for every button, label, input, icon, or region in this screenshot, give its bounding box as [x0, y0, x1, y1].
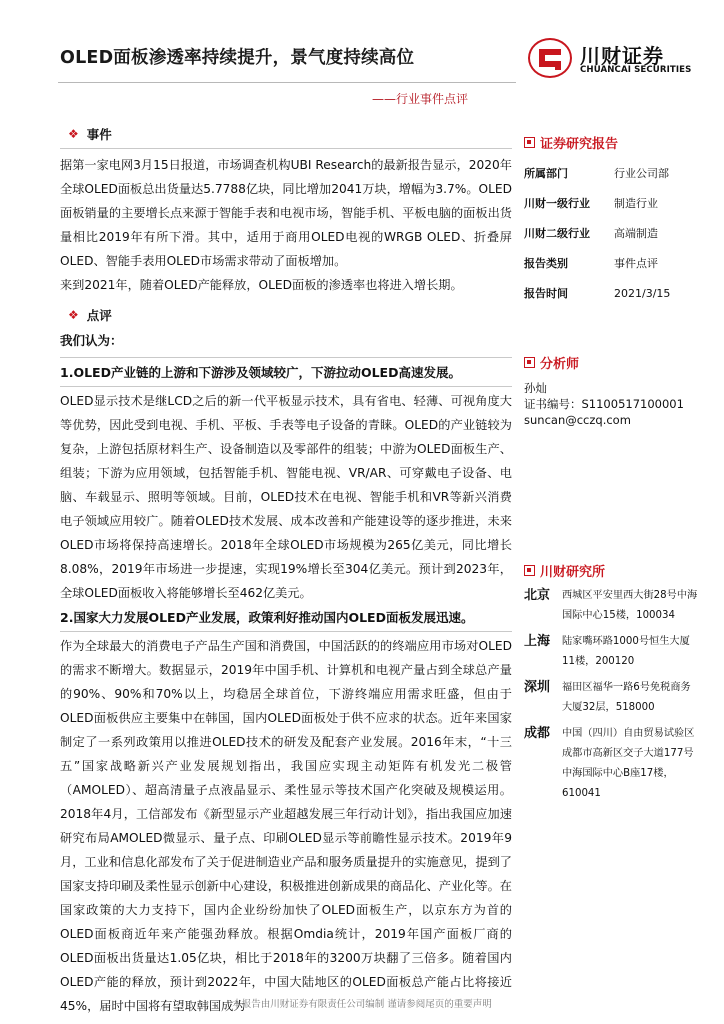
info-value: 制造行业 — [614, 197, 658, 210]
info-row — [524, 158, 700, 188]
report-subtitle: ——行业事件点评 — [372, 92, 469, 106]
event-paragraph-1: 据第一家电网3月15日报道，市场调查机构UBI Research的最新报告显示，2020年全球OLED面板总出货量达5.7788亿块，同比增加2041万块，增幅为3.7%。OLED面板销量的主要增长点来源于智能手表和电视市场，智能手机、平板电脑的面板出货量相比2019年有所下滑。其中，适用于商用OLED电视的WRGB OLED、折叠屏OLED、智能手表用OLED市场需求带动了面板增加。 — [60, 158, 512, 268]
info-value: 行业公司部 — [614, 167, 669, 180]
institute-heading — [524, 560, 700, 580]
logo-chinese-name: 川财证券 — [580, 44, 664, 68]
point-1-title: 1.OLED产业链的上游和下游涉及领域较广，下游拉动OLED高速发展。 — [60, 365, 461, 380]
diamond-bullet-icon: ❖ — [68, 308, 79, 322]
analyst-heading — [524, 352, 700, 372]
comment-section-heading — [60, 305, 512, 325]
office-address: 中国（四川）自由贸易试验区成都市高新区交子大道177号中海国际中心B座17楼，610041 — [562, 728, 695, 799]
event-section-heading — [60, 124, 512, 144]
institute-heading-label: 川财研究所 — [540, 564, 606, 580]
report-info-heading-label: 证券研究报告 — [540, 136, 619, 152]
office-list — [524, 586, 700, 804]
info-row — [524, 278, 700, 308]
office-item — [524, 632, 700, 672]
chuancai-logo-mark-icon — [528, 38, 572, 78]
info-value: 2021/3/15 — [614, 286, 671, 300]
report-info-table — [524, 158, 700, 308]
office-city: 深圳 — [524, 680, 551, 695]
sidebar — [524, 132, 700, 810]
office-address: 陆家嘴环路1000号恒生大厦11楼，200120 — [562, 636, 690, 667]
section-divider — [60, 631, 512, 632]
main-content — [60, 124, 512, 1018]
office-item — [524, 724, 700, 804]
analyst-cert: 证书编号：S1100517100001 — [524, 397, 684, 411]
analyst-name: 孙灿 — [524, 381, 547, 395]
section-divider — [60, 357, 512, 358]
office-item — [524, 678, 700, 718]
info-key: 报告类别 — [524, 257, 568, 270]
info-key: 川财二级行业 — [524, 227, 590, 240]
office-address: 福田区福华一路6号免税商务大厦32层，518000 — [562, 682, 691, 713]
comment-heading-label: 点评 — [86, 308, 112, 323]
info-key: 报告时间 — [524, 287, 568, 300]
page-footer: 本报告由川财证券有限责任公司编制 谨请参阅尾页的重要声明 — [232, 999, 492, 1010]
point-2-title: 2.国家大力发展OLED产业发展，政策利好推动国内OLED面板发展迅速。 — [60, 610, 474, 625]
info-key: 所属部门 — [524, 167, 568, 180]
event-paragraph-2: 来到2021年，随着OLED产能释放，OLED面板的渗透率也将进入增长期。 — [60, 278, 463, 292]
info-value: 事件点评 — [614, 257, 658, 270]
office-address: 西城区平安里西大街28号中海国际中心15楼，100034 — [562, 590, 698, 621]
header-divider — [58, 82, 516, 83]
info-value: 高端制造 — [614, 227, 658, 240]
office-city: 北京 — [524, 588, 551, 603]
square-bullet-icon — [524, 357, 535, 368]
report-title: OLED面板渗透率持续提升，景气度持续高位 — [60, 48, 415, 68]
info-row — [524, 218, 700, 248]
section-divider — [60, 148, 512, 149]
section-divider — [60, 386, 512, 387]
square-bullet-icon — [524, 137, 535, 148]
square-bullet-icon — [524, 565, 535, 576]
comment-intro: 我们认为： — [60, 333, 123, 348]
info-row — [524, 248, 700, 278]
point-2-body: 作为全球最大的消费电子产品生产国和消费国，中国活跃的的终端应用市场对OLED的需求不断增大。数据显示，2019年中国手机、计算机和电视产量占到全球总产量的90%、90%和70%以上，均稳居全球首位，下游终端应用需求旺盛，但由于OLED面板供应主要集中在韩国，国内OLED面板处于供不应求的状态。近年来国家制定了一系列政策用以推进OLED技术的研发及配套产业发展。2016年末，“十三五”国家战略新兴产业发展规划指出，我国应实现主动矩阵有机发光二极管（AMOLED）、超高清量子点液晶显示、柔性显示等技术国产化突破及规模运用。2018年4月，工信部发布《新型显示产业超越发展三年行动计划》，指出我国应加速研究布局AMOLED微显示、量子点、印刷OLED显示等前瞻性显示技术。2019年9月，工业和信息化部发布了关于促进制造业产品和服务质量提升的实施意见，提到了国家支持印刷及柔性显示创新中心建设，积极推进创新成果的商品化、产业化等。在国家政策的大力支持下，国内企业纷纷加快了OLED面板生产，以京东方为首的OLED面板商近年来产能强劲释放。根据Omdia统计，2019年国产面板厂商的OLED面板出货量达1.05亿块，相比于2018年的3200万块翻了三倍多。随着国内OLED产能的释放，预计到2022年，中国大陆地区的OLED面板总产能占比将接近45%，届时中国将有望取韩国成为 — [60, 639, 512, 1013]
info-key: 川财一级行业 — [524, 197, 590, 210]
diamond-bullet-icon: ❖ — [68, 127, 79, 141]
company-logo — [522, 38, 692, 78]
office-item — [524, 586, 700, 626]
point-1-body: OLED显示技术是继LCD之后的新一代平板显示技术，具有省电、轻薄、可视角度大等优势，因此受到电视、手机、平板、手表等电子设备的青睐。OLED的产业链较为复杂，上游包括原材料生产、设备制造以及零部件的组装；中游为OLED面板生产、组装；下游为应用领域，包括智能手机、智能电视、VR/AR、可穿戴电子设备、电脑、车载显示、照明等领域。目前，OLED技术在电视、智能手机和VR等新兴消费电子领域应用较广。随着OLED技术发展、成本改善和产能建设等的逐步推进，未来OLED市场将保持高速增长。2018年全球OLED市场规模为265亿美元，同比增长8.08%，2019年市场进一步提速，实现19%增长至304亿美元。预计到2023年，全球OLED面板收入将能够增长至462亿美元。 — [60, 394, 512, 600]
office-city: 上海 — [524, 634, 551, 649]
report-info-heading — [524, 132, 700, 152]
analyst-email[interactable]: suncan@cczq.com — [524, 413, 631, 427]
info-row — [524, 188, 700, 218]
analyst-heading-label: 分析师 — [540, 356, 580, 372]
event-heading-label: 事件 — [86, 127, 112, 142]
office-city: 成都 — [524, 726, 551, 741]
logo-english-name: CHUANCAI SECURITIES — [580, 65, 692, 75]
